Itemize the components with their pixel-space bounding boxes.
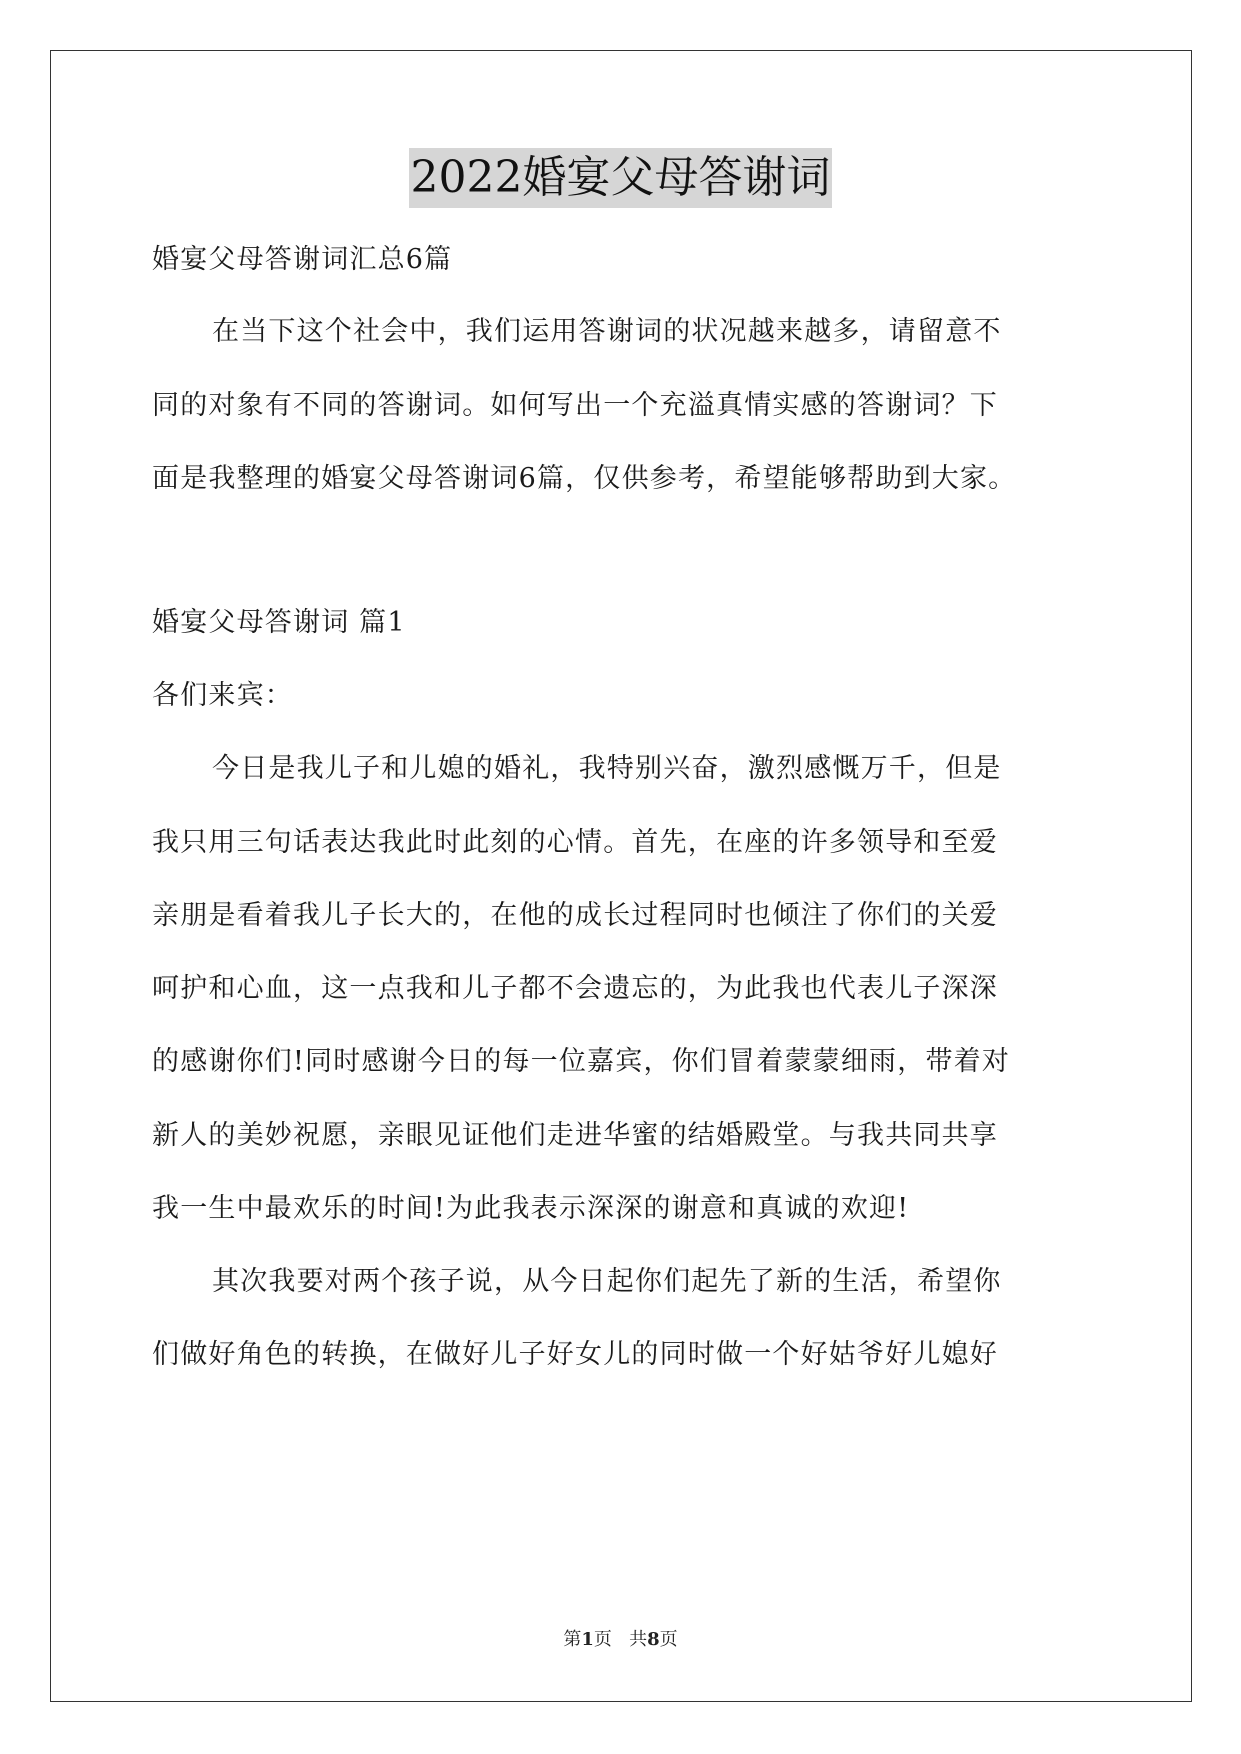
intro-line-3: 面是我整理的婚宴父母答谢词6篇，仅供参考，希望能够帮助到大家。: [152, 463, 1017, 494]
footer-middle: 页 共: [593, 1629, 648, 1650]
intro-line-2: 同的对象有不同的答谢词。如何写出一个充溢真情实感的答谢词？下: [152, 390, 998, 421]
body-line-5: 的感谢你们!同时感谢今日的每一位嘉宾，你们冒着蒙蒙细雨，带着对: [152, 1046, 1011, 1077]
title-container: [0, 148, 1241, 208]
body-line-2: 我只用三句话表达我此时此刻的心情。首先，在座的许多领导和至爱: [152, 827, 998, 858]
page-border: [50, 50, 1192, 1702]
body-line-1: 今日是我儿子和儿媳的婚礼，我特别兴奋，激烈感慨万千，但是: [212, 753, 1002, 784]
footer-prefix: 第: [563, 1629, 582, 1650]
salutation: 各们来宾：: [152, 680, 293, 711]
footer-current-page: 1: [581, 1629, 594, 1650]
body-line-3: 亲朋是看着我儿子长大的，在他的成长过程同时也倾注了你们的关爱: [152, 900, 998, 931]
intro-line-1: 在当下这个社会中，我们运用答谢词的状况越来越多，请留意不: [212, 316, 1002, 347]
body-line-7: 我一生中最欢乐的时间!为此我表示深深的谢意和真诚的欢迎!: [152, 1193, 910, 1224]
footer-total-pages: 8: [647, 1629, 660, 1650]
body-line-9: 们做好角色的转换，在做好儿子好女儿的同时做一个好姑爷好儿媳好: [152, 1339, 998, 1370]
footer-suffix: 页: [659, 1629, 678, 1650]
body-line-4: 呵护和心血，这一点我和儿子都不会遗忘的，为此我也代表儿子深深: [152, 973, 998, 1004]
document-title: 2022婚宴父母答谢词: [409, 148, 833, 208]
section-heading: 婚宴父母答谢词 篇1: [152, 607, 406, 638]
body-line-6: 新人的美妙祝愿，亲眼见证他们走进华蜜的结婚殿堂。与我共同共享: [152, 1120, 998, 1151]
subtitle: 婚宴父母答谢词汇总6篇: [152, 244, 453, 275]
body-line-8: 其次我要对两个孩子说，从今日起你们起先了新的生活，希望你: [212, 1266, 1002, 1297]
page-footer: [0, 1628, 1241, 1652]
